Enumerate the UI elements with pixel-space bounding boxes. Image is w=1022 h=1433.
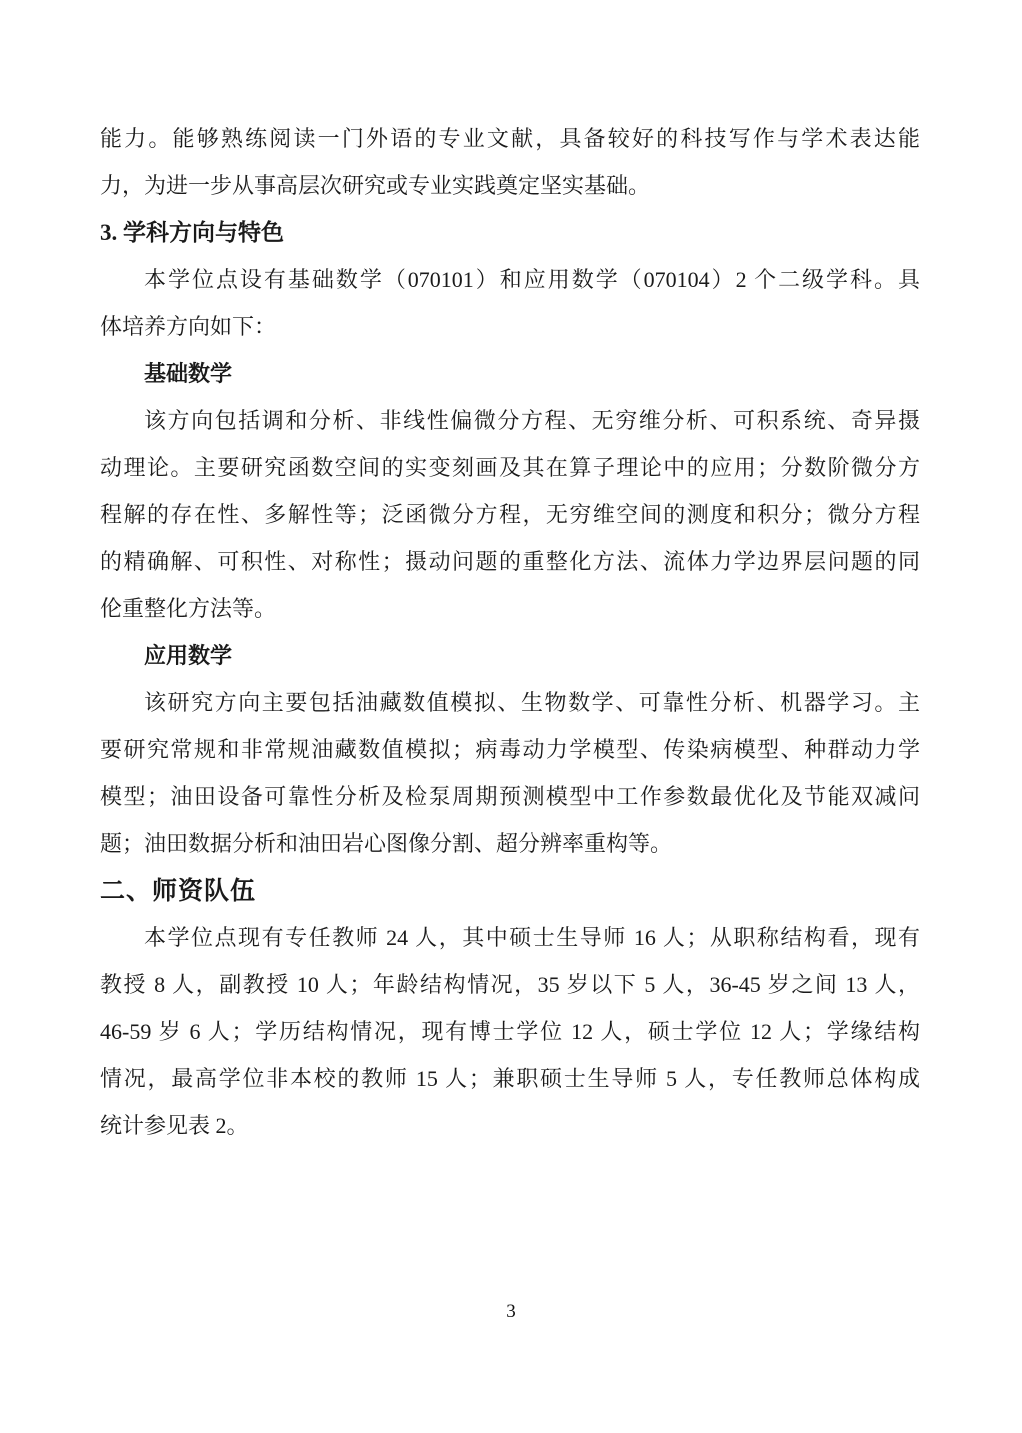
paragraph-ability bbox=[100, 115, 920, 209]
text-line: 统计参见表 2。 bbox=[100, 1113, 249, 1138]
text-line: 该方向包括调和分析、非线性偏微分方程、无穷维分析、可积系统、奇异摄 bbox=[144, 408, 920, 433]
text-line: 的精确解、可积性、对称性；摄动问题的重整化方法、流体力学边界层问题的同 bbox=[100, 549, 920, 574]
document-body bbox=[100, 115, 920, 1149]
heading-discipline-directions: 3. 学科方向与特色 bbox=[100, 220, 284, 245]
paragraph-degree-point-intro bbox=[100, 256, 920, 350]
text-line: 本学位点现有专任教师 24 人，其中硕士生导师 16 人；从职称结构看，现有 bbox=[144, 925, 920, 950]
paragraph-faculty-statistics bbox=[100, 914, 920, 1149]
text-line: 46-59 岁 6 人；学历结构情况，现有博士学位 12 人，硕士学位 12 人；学缘结构 bbox=[100, 1019, 920, 1044]
subheading-fundamental-mathematics: 基础数学 bbox=[144, 361, 233, 386]
paragraph-applied-mathematics bbox=[100, 679, 920, 867]
page-number: 3 bbox=[506, 1301, 516, 1322]
text-line: 该研究方向主要包括油藏数值模拟、生物数学、可靠性分析、机器学习。主 bbox=[144, 690, 920, 715]
section-heading-faculty-team: 二、师资队伍 bbox=[100, 876, 257, 905]
text-line: 力，为进一步从事高层次研究或专业实践奠定坚实基础。 bbox=[100, 173, 651, 198]
text-line: 体培养方向如下： bbox=[100, 314, 277, 339]
text-line: 本学位点设有基础数学（070101）和应用数学（070104）2 个二级学科。具 bbox=[144, 267, 920, 292]
paragraph-fundamental-mathematics bbox=[100, 397, 920, 632]
text-line: 能力。能够熟练阅读一门外语的专业文献，具备较好的科技写作与学术表达能 bbox=[100, 126, 920, 151]
text-line: 情况，最高学位非本校的教师 15 人；兼职硕士生导师 5 人，专任教师总体构成 bbox=[100, 1066, 920, 1091]
text-line: 要研究常规和非常规油藏数值模拟；病毒动力学模型、传染病模型、种群动力学 bbox=[100, 737, 920, 762]
text-line: 教授 8 人，副教授 10 人；年龄结构情况，35 岁以下 5 人，36-45 岁之间 13 人， bbox=[100, 972, 920, 997]
text-line: 程解的存在性、多解性等；泛函微分方程，无穷维空间的测度和积分；微分方程 bbox=[100, 502, 920, 527]
text-line: 模型；油田设备可靠性分析及检泵周期预测模型中工作参数最优化及节能双减问 bbox=[100, 784, 920, 809]
text-line: 题；油田数据分析和油田岩心图像分割、超分辨率重构等。 bbox=[100, 831, 673, 856]
text-line: 动理论。主要研究函数空间的实变刻画及其在算子理论中的应用；分数阶微分方 bbox=[100, 455, 920, 480]
subheading-applied-mathematics: 应用数学 bbox=[144, 643, 233, 668]
text-line: 伦重整化方法等。 bbox=[100, 596, 277, 621]
